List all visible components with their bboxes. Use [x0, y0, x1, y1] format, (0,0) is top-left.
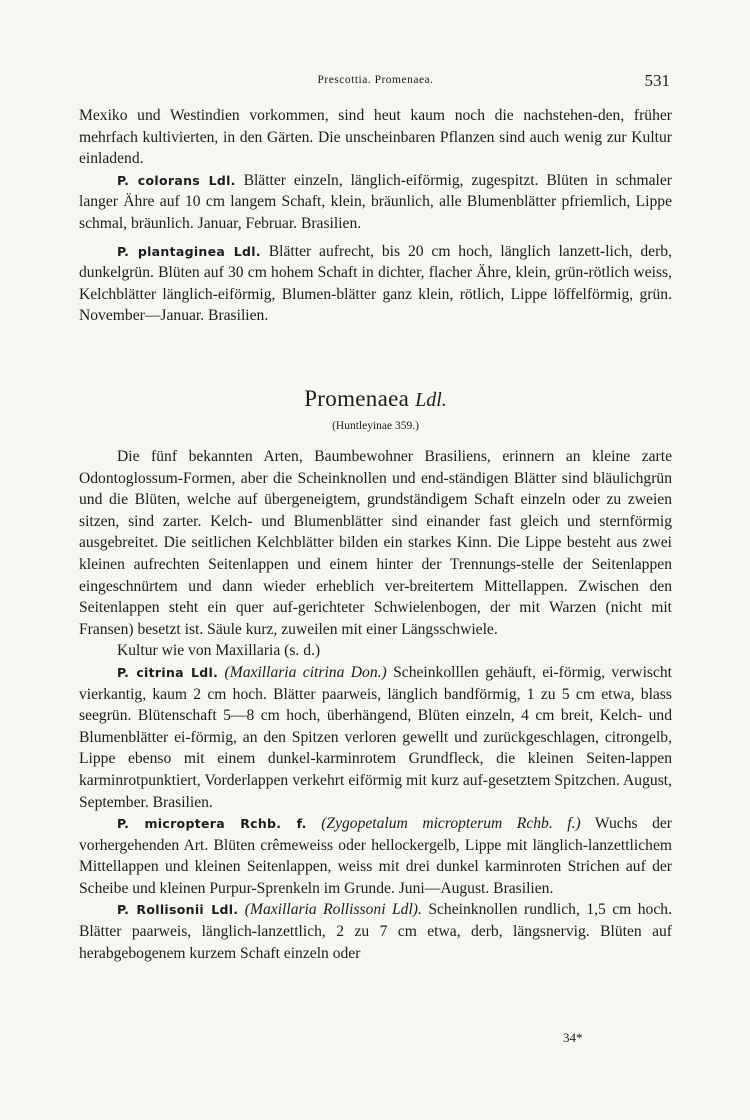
species-synonym: (Maxillaria citrina Don.): [224, 663, 387, 681]
species-description: Blätter einzeln, länglich-eiförmig, zugespitzt. Blüten in schmaler langer Ähre auf 10 cm langem Schaft, klein, bräunlich, alle Blumenblätter pfriemlich, Lippe schmal, bräunlich. Januar, Februar. Brasilien.: [79, 171, 672, 232]
species-entry-plantaginea: [79, 241, 672, 327]
species-description: Scheinkolllen gehäuft, ei-förmig, verwischt vierkantig, kaum 2 cm hoch. Blätter paarweis, länglich bandförmig, 1 zu 5 cm etwa, blass seegrün. Blütenschaft 5—8 cm hoch, überhängend, Blüten einzeln, 4 cm breit, Kelch- und Blumenblätter ei-förmig, an den Spitzen verloren gewellt und zurückgeschlagen, citrongelb, Lippe ebenso mit einem dunkel-karminrotem Grundfleck, die kleinen Seiten-lappen karminrotpunktiert, Vorderlappen verkehrt eiförmig mit kurz auf-gesetztem Spitzchen. August, September. Brasilien.: [79, 663, 673, 811]
prescottia-text-block: [79, 105, 672, 327]
genus-description: Die fünf bekannten Arten, Baumbewohner Brasiliens, erinnern an kleine zarte Odontoglossum-Formen, aber die Scheinknollen und end-ständigen Blätter sind bläulichgrün und die Blüten, welche auf übergeneigtem, grundständigem Schaft einzeln oder zu zweien sitzen, sind zarter. Kelch- und Blumenblätter sind einander fast gleich und sternförmig ausgebreitet. Die seitlichen Kelchblätter bilden ein starkes Kinn. Die Lippe besteht aus zwei kleinen aufrechten Seitenlappen und einem hinter der Trennungs-stelle der Seitenlappen eingeschnürtem und dann wieder erheblich ver-breitertem Mittellappen. Zwischen den Seitenlappen steht ein quer auf-gerichteter Schwielenbogen, der mit Warzen (nicht mit Fransen) besetzt ist. Säule kurz, zuweilen mit einer Längsschwiele.: [79, 448, 672, 638]
genus-author: Ldl.: [415, 389, 447, 411]
species-entry-colorans: [79, 170, 672, 235]
promenaea-text-block: [79, 446, 672, 964]
tribe-reference: (Huntleyinae 359.): [332, 420, 419, 432]
running-head: [79, 71, 672, 94]
species-entry-rollisonii: [79, 899, 672, 964]
page-number: 531: [644, 71, 670, 90]
genus-name: Promenaea: [304, 386, 410, 411]
species-description: Scheinknollen rundlich, 1,5 cm hoch. Blätter paarweis, länglich-lanzettlich, 2 zu 7 cm etwa, derb, längsnervig. Blüten auf herabgebogenem kurzem Schaft einzeln oder: [79, 901, 672, 962]
species-name: P. microptera Rchb. f.: [117, 816, 307, 832]
species-name: P. Rollisonii Ldl.: [117, 902, 239, 918]
species-synonym: (Maxillaria Rollissoni Ldl).: [244, 901, 422, 919]
species-name: P. colorans Ldl.: [117, 172, 236, 188]
species-entry-citrina: [79, 662, 672, 813]
species-name: P. citrina Ldl.: [117, 664, 219, 680]
signature-mark: 34*: [563, 1030, 583, 1045]
intro-paragraph: Mexiko und Westindien vorkommen, sind heut kaum noch die nachstehen-den, früher mehrfach kultivierten, in den Gärten. Die unscheinbaren Pflanzen sind auch wenig zur Kultur einladend.: [79, 107, 672, 168]
culture-note: Kultur wie von Maxillaria (s. d.): [117, 642, 321, 660]
species-name: P. plantaginea Ldl.: [117, 243, 261, 259]
species-entry-microptera: [79, 813, 672, 899]
species-description: Wuchs der vorhergehenden Art. Blüten crêmeweiss oder hellockergelb, Lippe mit länglich-lanzettlichem Mittellappen und kleinen Seitenlappen, weiss mit drei dunkel karminroten Strichen auf der Scheibe und kleinen Purpur-Sprenkeln im Grunde. Juni—August. Brasilien.: [79, 815, 672, 897]
genus-heading: [79, 386, 672, 412]
running-title: Prescottia. Promenaea.: [317, 74, 434, 86]
species-description: Blätter aufrecht, bis 20 cm hoch, länglich lanzett-lich, derb, dunkelgrün. Blüten auf 30 cm hohem Schaft in dichter, flacher Ähre, klein, grün-rötlich weiss, Kelchblätter länglich-eiförmig, Blumen-blätter ganz klein, rötlich, Lippe löffelförmig, grün. November—Januar. Brasilien.: [79, 242, 672, 325]
species-synonym: (Zygopetalum micropterum Rchb. f.): [321, 815, 581, 833]
